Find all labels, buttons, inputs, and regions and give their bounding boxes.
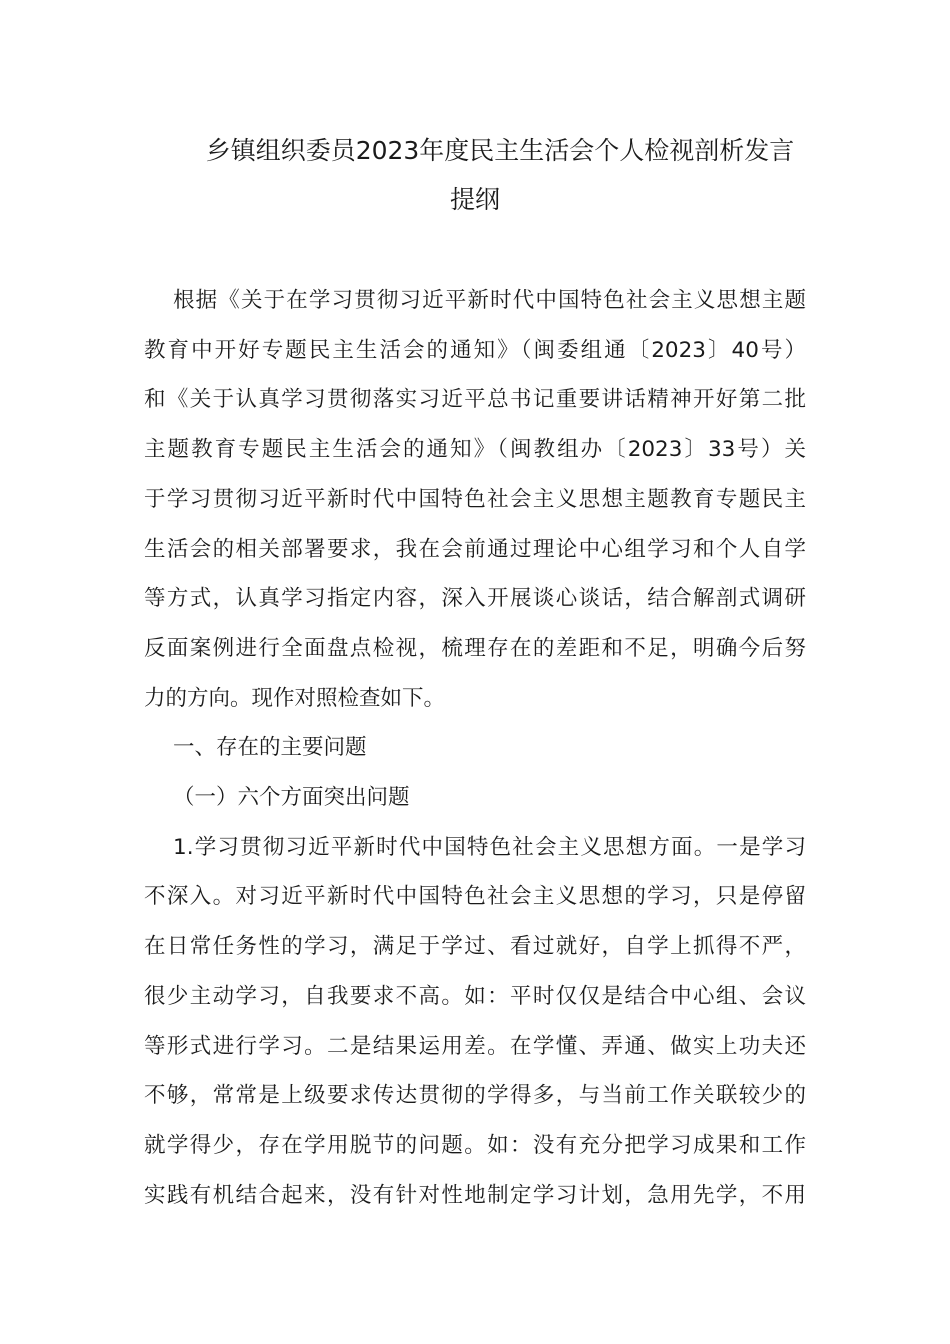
item-1-paragraph <box>144 823 806 1221</box>
text-line: 等方式，认真学习指定内容，深入开展谈心谈话，结合解剖式调研 <box>144 586 806 612</box>
text-line: 生活会的相关部署要求，我在会前通过理论中心组学习和个人自学 <box>144 536 806 562</box>
section-heading: 一、存在的主要问题 <box>173 735 367 761</box>
intro-paragraph <box>144 276 806 723</box>
text-line: 力的方向。现作对照检查如下。 <box>144 685 446 711</box>
document-body <box>144 276 806 1220</box>
text-line: 根据《关于在学习贯彻习近平新时代中国特色社会主义思想主题 <box>173 288 806 313</box>
document-title-line-1: 乡镇组织委员2023年度民主生活会个人检视剖析发言 <box>205 136 795 165</box>
document-title-line-2: 提纲 <box>449 185 500 214</box>
text-line: 1.学习贯彻习近平新时代中国特色社会主义思想方面。一是学习 <box>173 834 806 860</box>
text-line: 在日常任务性的学习，满足于学过、看过就好，自学上抓得不严， <box>144 934 806 960</box>
subsection-heading: （一）六个方面突出问题 <box>173 785 410 811</box>
text-line: 不够，常常是上级要求传达贯彻的学得多，与当前工作关联较少的 <box>144 1083 806 1109</box>
text-line: 很少主动学习，自我要求不高。如：平时仅仅是结合中心组、会议 <box>144 983 806 1009</box>
text-line: 于学习贯彻习近平新时代中国特色社会主义思想主题教育专题民主 <box>144 486 806 512</box>
text-line: 不深入。对习近平新时代中国特色社会主义思想的学习，只是停留 <box>144 884 806 910</box>
text-line: 和《关于认真学习贯彻落实习近平总书记重要讲话精神开好第二批 <box>144 387 806 413</box>
text-line: 等形式进行学习。二是结果运用差。在学懂、弄通、做实上功夫还 <box>144 1033 806 1059</box>
text-line: 主题教育专题民主生活会的通知》（闽教组办〔2023〕33号）关 <box>144 437 806 463</box>
text-line: 反面案例进行全面盘点检视，梳理存在的差距和不足，明确今后努 <box>144 635 806 661</box>
text-line: 实践有机结合起来，没有针对性地制定学习计划，急用先学，不用 <box>144 1182 806 1208</box>
text-line: 就学得少，存在学用脱节的问题。如：没有充分把学习成果和工作 <box>144 1132 806 1158</box>
text-line: 教育中开好专题民主生活会的通知》（闽委组通〔2023〕40号） <box>144 337 806 363</box>
